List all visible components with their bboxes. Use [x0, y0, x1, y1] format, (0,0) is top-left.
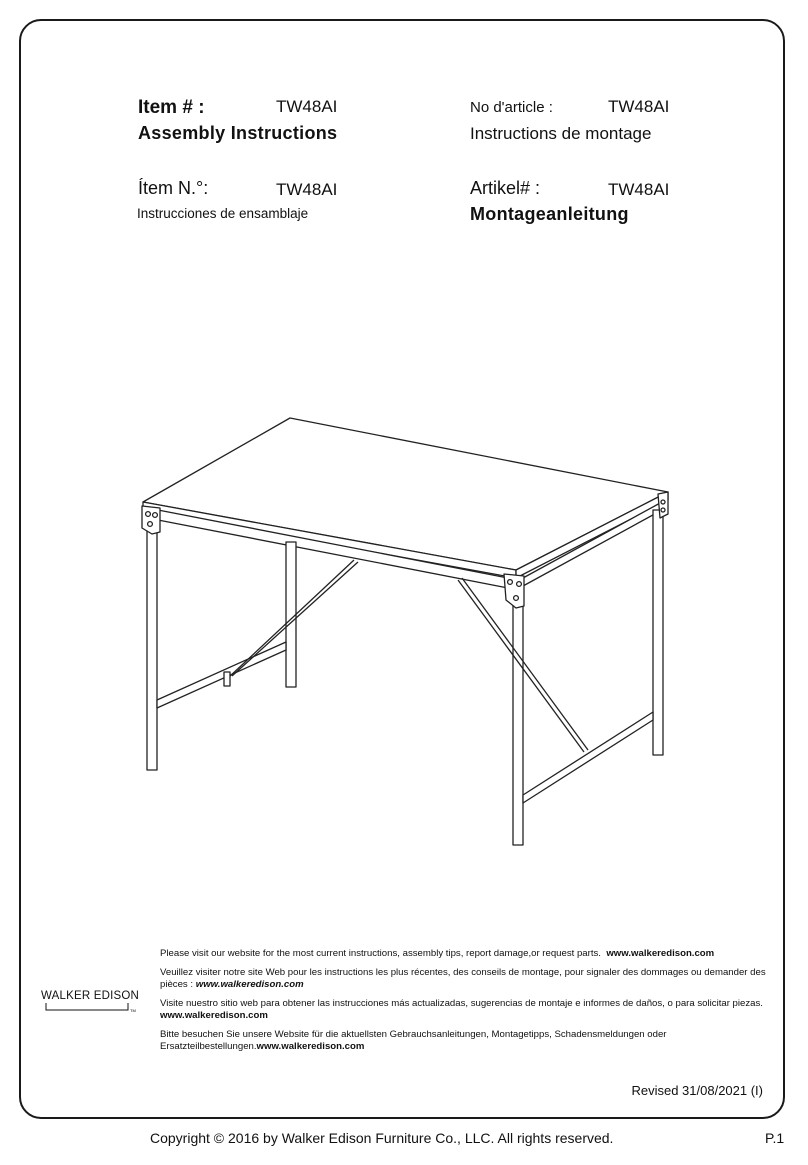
- assembly-title-fr: Instructions de montage: [470, 124, 652, 143]
- note-en: Please visit our website for the most current instructions, assembly tips, report damage,or request parts. www.walkeredison.com: [160, 948, 715, 959]
- item-code-de: TW48AI: [608, 180, 670, 199]
- logo-bracket-icon: [40, 1002, 140, 1014]
- note-de: Bitte besuchen Sie unsere Website für die aktuellsten Gebrauchsanleitungen, Montagetipps, Schadensmeldungen oder Ersatzteilbestellungen.www.walkeredison.com: [160, 1028, 667, 1052]
- item-code-en: TW48AI: [276, 97, 338, 116]
- page-number: P.1: [765, 1130, 785, 1146]
- item-code-fr: TW48AI: [608, 97, 670, 116]
- website-link-fr[interactable]: www.walkeredison.com: [195, 979, 304, 990]
- note-es: Visite nuestro sitio web para obtener las instrucciones más actualizadas, sugerencias de montaje e informes de daños, o para solicitar piezas. www.walkeredison.com: [160, 997, 763, 1021]
- item-label-es: Ítem N.°:: [138, 178, 209, 198]
- assembly-title-en: Assembly Instructions: [138, 123, 338, 143]
- website-link-en[interactable]: www.walkeredison.com: [606, 948, 715, 959]
- item-label-fr: No d'article :: [470, 99, 553, 116]
- svg-text:TM: TM: [130, 1008, 136, 1013]
- desk-illustration: [138, 410, 678, 850]
- website-link-de[interactable]: www.walkeredison.com: [256, 1041, 365, 1052]
- item-code-es: TW48AI: [276, 180, 338, 199]
- note-fr: Veuillez visiter notre site Web pour les instructions les plus récentes, des conseils de montage, pour signaler des dommages ou demander des pièces : www.walkeredison.com: [160, 966, 766, 990]
- item-label-en: Item # :: [138, 97, 205, 118]
- copyright-text: Copyright © 2016 by Walker Edison Furniture Co., LLC. All rights reserved.: [150, 1130, 614, 1146]
- assembly-title-de: Montageanleitung: [470, 204, 629, 224]
- item-label-de: Artikel# :: [470, 178, 541, 198]
- website-notes: [160, 948, 766, 1060]
- logo-text: WALKER EDISON: [40, 990, 140, 1002]
- website-link-es[interactable]: www.walkeredison.com: [160, 1010, 268, 1021]
- assembly-title-es: Instrucciones de ensamblaje: [137, 206, 309, 221]
- revision-date: Revised 31/08/2021 (I): [631, 1083, 763, 1098]
- walker-edison-logo: [40, 990, 140, 1020]
